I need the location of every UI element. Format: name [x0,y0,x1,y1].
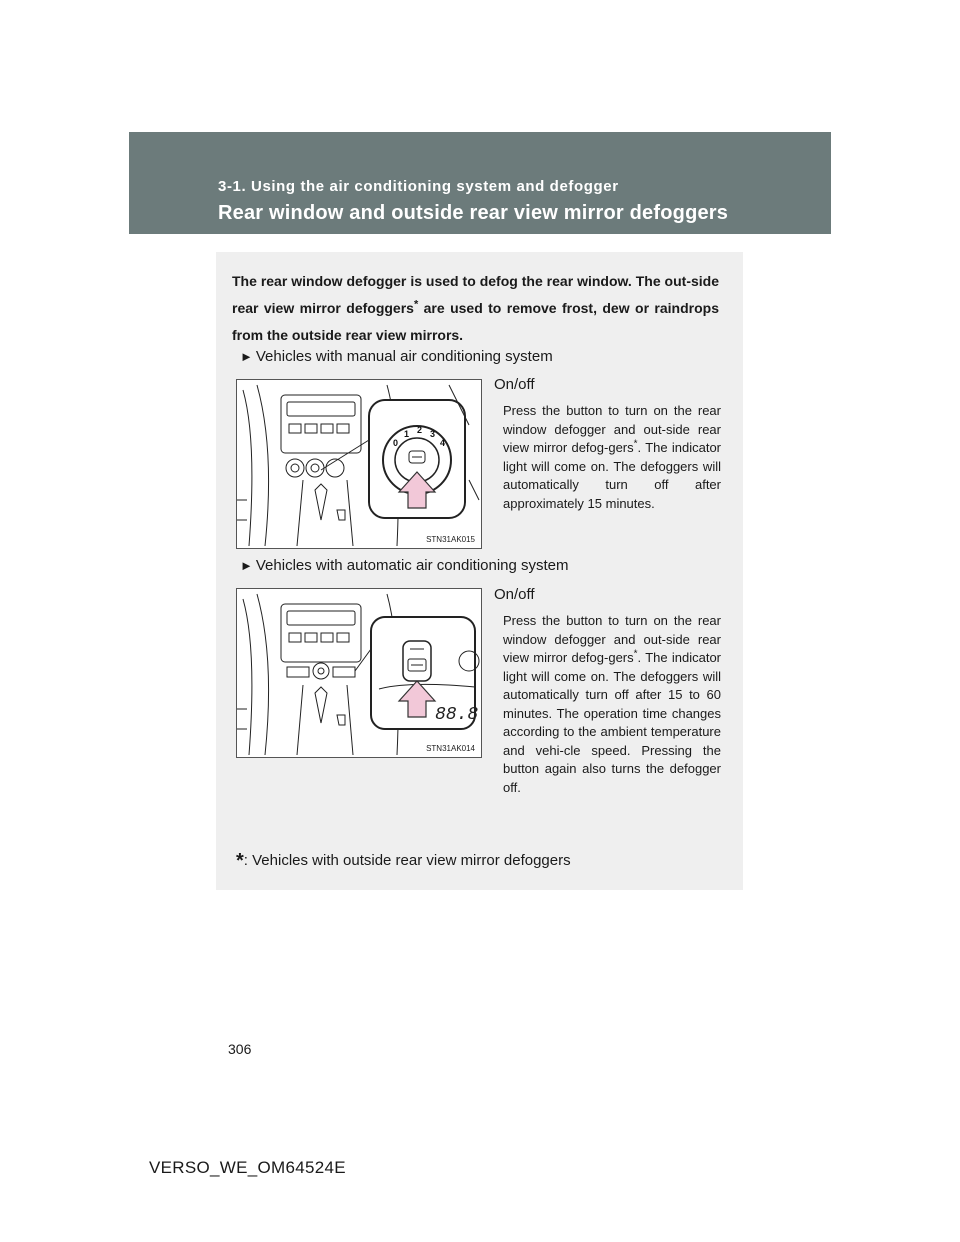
dial-number: 1 [404,429,410,439]
onoff-label: On/off [494,586,535,603]
chapter-header [129,132,831,234]
dial-number: 4 [440,438,446,448]
dial-number: 3 [430,429,436,439]
variant-heading-manual: ► Vehicles with manual air conditioning system [240,348,553,365]
page-number: 306 [228,1041,252,1057]
manual-ac-illustration [236,379,482,549]
figure-code: STN31AK015 [426,535,475,544]
intro-paragraph: The rear window defogger is used to defog the rear window. The out-side rear view mirror defoggers* are used to remove frost, dew or raindrops from the outside rear view mirrors. [232,273,719,343]
triangle-bullet-icon: ► [240,349,253,364]
triangle-bullet-icon: ► [240,558,253,573]
asterisk-mark: * [236,850,244,872]
temperature-display: 88.8 [435,705,479,725]
content-panel [216,252,743,890]
section-title: 3-1. Using the air conditioning system and defogger [218,178,619,195]
dial-number: 0 [393,438,399,448]
dashboard-button-drawing [237,589,481,757]
document-code: VERSO_WE_OM64524E [149,1158,346,1177]
figure-code: STN31AK014 [426,744,475,753]
dashboard-dial-drawing [237,380,481,548]
automatic-description: Press the button to turn on the rear window defogger and out-side rear view mirror defog-gers*. The indicator light will come on. The defoggers will automatically turn off after 15 to 60 minutes. The operation time changes according to the ambient temperature and vehi-cle speed. Pressing the button again also turns the defogger off. [503,613,721,795]
asterisk-mark: * [633,648,638,660]
footnote: *: Vehicles with outside rear view mirror defoggers [236,850,571,872]
automatic-ac-illustration [236,588,482,758]
dial-number: 2 [417,425,423,435]
onoff-label: On/off [494,376,535,393]
variant-heading-automatic: ► Vehicles with automatic air conditioning system [240,557,569,574]
page-title: Rear window and outside rear view mirror defoggers [218,202,729,224]
manual-description: Press the button to turn on the rear window defogger and out-side rear view mirror defog-gers*. The indicator light will come on. The defoggers will automatically turn off after approximately 15 minutes. [503,403,721,511]
asterisk-mark: * [633,438,638,450]
asterisk-mark: * [413,298,419,311]
